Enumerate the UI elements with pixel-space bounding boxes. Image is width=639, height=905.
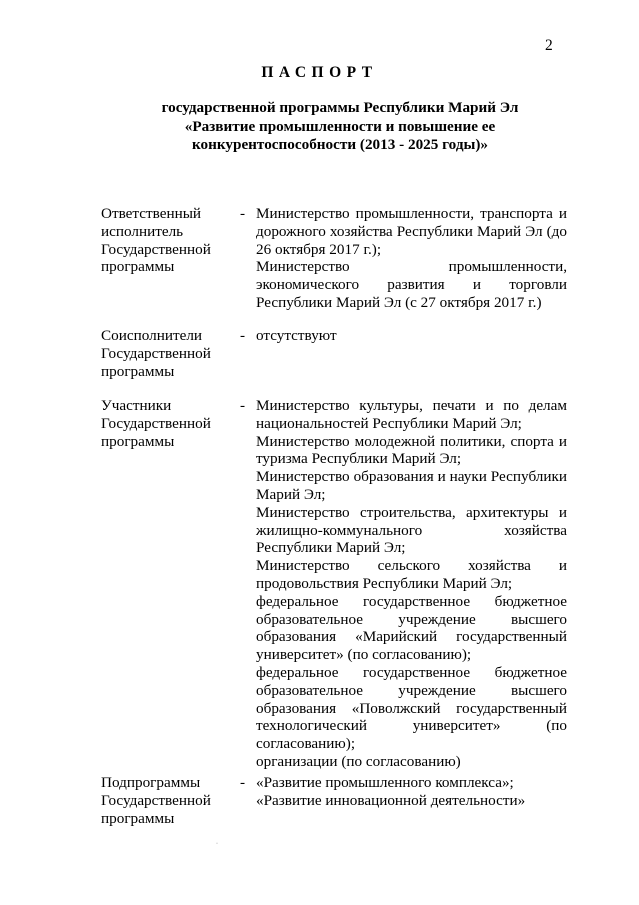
value-item: Министерство промышленности, транспорта и дорожного хозяйства Республики Марий Эл (до 26 октября 2017 г.);	[256, 205, 567, 258]
value-item: отсутствуют	[256, 327, 337, 344]
label-line: программы	[101, 258, 175, 276]
row-dash: -	[240, 397, 246, 414]
value-item: организации (по согласованию)	[256, 752, 461, 770]
label-line: Участники	[101, 397, 172, 414]
row-value	[256, 397, 567, 771]
document-title: ПАСПОРТ	[261, 64, 378, 81]
label-line: исполнитель	[101, 222, 184, 240]
document-subtitle	[100, 99, 580, 155]
page-number: 2	[545, 37, 553, 54]
value-item: Министерство промышленности, экономического развития и торговли Республики Марий Эл (с 27 октября 2017 г.)	[256, 258, 567, 311]
label-line: Государственной	[101, 414, 211, 432]
row-label	[101, 397, 241, 450]
value-item: «Развитие промышленного комплекса»;	[256, 774, 514, 791]
row-dash: -	[240, 774, 246, 791]
label-line: Государственной	[101, 791, 211, 809]
subtitle-line: конкурентоспособности (2013 - 2025 годы)»	[191, 136, 489, 153]
value-item: федеральное государственное бюджетное образовательное учреждение высшего образования «Марийский государственный университет» (по согласованию);	[256, 592, 567, 664]
label-line: Государственной	[101, 344, 211, 362]
label-line: Соисполнители	[101, 327, 203, 344]
row-dash: -	[240, 205, 246, 222]
label-line: программы	[101, 362, 175, 380]
subtitle-line: «Развитие промышленности и повышение ее	[184, 117, 496, 135]
row-value	[256, 205, 567, 312]
scan-dot-mark: ·	[216, 841, 218, 847]
label-line: программы	[101, 432, 175, 450]
row-label	[101, 774, 241, 827]
value-item: Министерство молодежной политики, спорта и туризма Республики Марий Эл;	[256, 432, 567, 468]
value-item: Министерство сельского хозяйства и продовольствия Республики Марий Эл;	[256, 557, 567, 592]
row-value	[256, 774, 567, 810]
row-value	[256, 327, 567, 345]
subtitle-line: государственной программы Республики Марий Эл	[161, 99, 519, 116]
label-line: Подпрограммы	[101, 774, 201, 791]
row-label	[101, 327, 241, 380]
label-line: программы	[101, 809, 175, 827]
value-item: федеральное государственное бюджетное образовательное учреждение высшего образования «Поволжский государственный технологический университет» (по согласованию);	[256, 663, 567, 753]
label-line: Ответственный	[101, 205, 202, 222]
label-line: Государственной	[101, 240, 211, 258]
value-item: «Развитие инновационной деятельности»	[256, 791, 526, 809]
row-label	[101, 205, 241, 276]
row-dash: -	[240, 327, 246, 344]
value-item: Министерство образования и науки Республики Марий Эл;	[256, 468, 567, 503]
value-item: Министерство культуры, печати и по делам национальностей Республики Марий Эл;	[256, 397, 567, 432]
value-item: Министерство строительства, архитектуры и жилищно-коммунального хозяйства Республики Марий Эл;	[256, 503, 567, 557]
